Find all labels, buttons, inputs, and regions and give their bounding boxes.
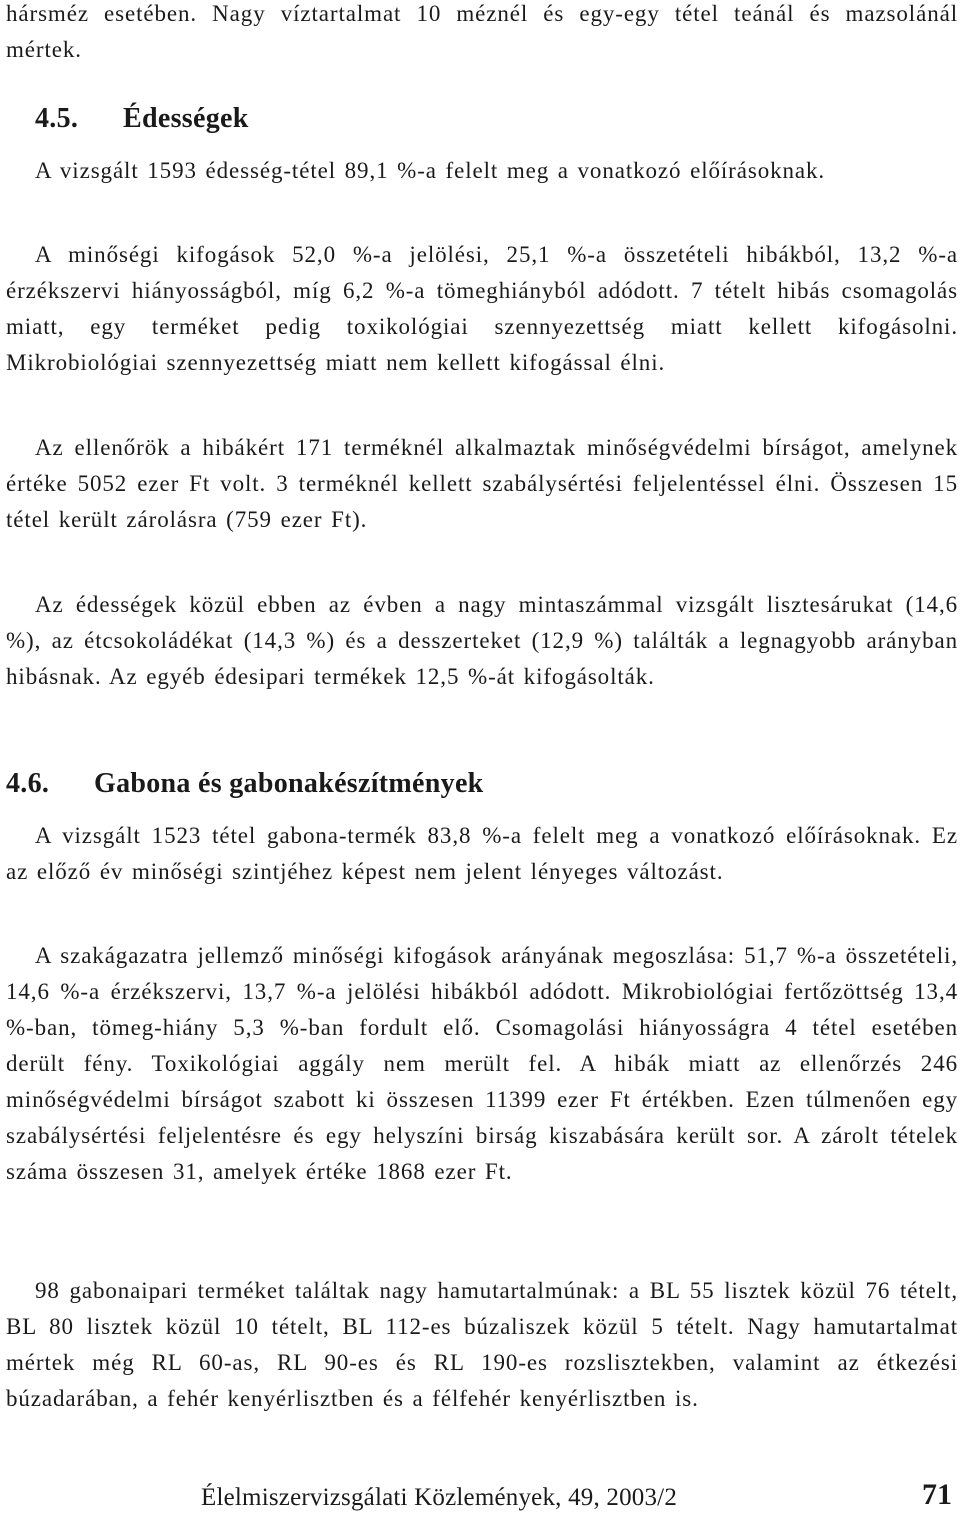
paragraph: A szakágazatra jellemző minőségi kifogások arányának megoszlása: 51,7 %-a összetételi, 14,6 %-a érzékszervi, 13,7 %-a jelölési hibákból adódott. Mikrobiológiai fertőzöttség 13,4 %-ban, tömeg-hiány 5,3 %-ban fordult elő. Csomagolási hiányosságra 4 tétel esetében derült fény. Toxikológiai aggály nem merült fel. A hibák miatt az ellenőrzés 246 minőségvédelmi bírságot szabott ki összesen 11399 ezer Ft értékben. Ezen túlmenően egy szabálysértési feljelentésre és egy helyszíni birság kiszabására került sor. A zárolt tételek száma összesen 31, amelyek értéke 1868 ezer Ft. xyxy=(6,943,958,1184)
section-title: Gabona és gabonakészítmények xyxy=(94,768,484,799)
section-title: Édességek xyxy=(123,103,249,134)
intro-paragraph: hársméz esetében. Nagy víztartalmat 10 méznél és egy-egy tétel teánál és mazsolánál mértek. xyxy=(6,1,958,62)
section-heading-edessegek xyxy=(35,101,249,137)
paragraph: A vizsgált 1593 édesség-tétel 89,1 %-a felelt meg a vonatkozó előírásoknak. xyxy=(35,158,826,183)
journal-citation: Élelmiszervizsgálati Közlemények, 49, 2003/2 xyxy=(201,1484,678,1511)
section-number: 4.5. xyxy=(35,103,79,134)
paragraph: A vizsgált 1523 tétel gabona-termék 83,8 %-a felelt meg a vonatkozó előírásoknak. Ez az előző év minőségi szintjéhez képest nem jelent lényeges változást. xyxy=(6,823,958,884)
paragraph: A minőségi kifogások 52,0 %-a jelölési, 25,1 %-a összetételi hibákból, 13,2 %-a érzékszervi hiányosságból, míg 6,2 %-a tömeghiányból adódott. 7 tételt hibás csomagolás miatt, egy terméket pedig toxikológiai szennyezettség miatt kellett kifogásolni. Mikrobiológiai szennyezettség miatt nem kellett kifogással élni. xyxy=(6,242,958,375)
page-number: 71 xyxy=(922,1478,952,1511)
paragraph: Az ellenőrök a hibákért 171 terméknél alkalmaztak minőségvédelmi bírságot, amelynek értéke 5052 ezer Ft volt. 3 terméknél kellett szabálysértési feljelentéssel élni. Összesen 15 tétel került zárolásra (759 ezer Ft). xyxy=(6,435,958,532)
page-footer xyxy=(0,1478,960,1518)
paragraph: 98 gabonaipari terméket találtak nagy hamutartalmúnak: a BL 55 lisztek közül 76 tételt, BL 80 lisztek közül 10 tételt, BL 112-es búzaliszek közül 5 tételt. Nagy hamutartalmat mértek még RL 60-as, RL 90-es és RL 190-es rozslisztekben, valamint az étkezési búzadarában, a fehér kenyérlisztben és a félfehér kenyérlisztben is. xyxy=(6,1278,958,1411)
paragraph: Az édességek közül ebben az évben a nagy mintaszámmal vizsgált lisztesárukat (14,6 %), az étcsokoládékat (14,3 %) és a desszerteket (12,9 %) találták a legnagyobb arányban hibásnak. Az egyéb édesipari termékek 12,5 %-át kifogásolták. xyxy=(6,592,958,689)
section-heading-gabona xyxy=(6,766,484,802)
section-number: 4.6. xyxy=(6,768,50,799)
